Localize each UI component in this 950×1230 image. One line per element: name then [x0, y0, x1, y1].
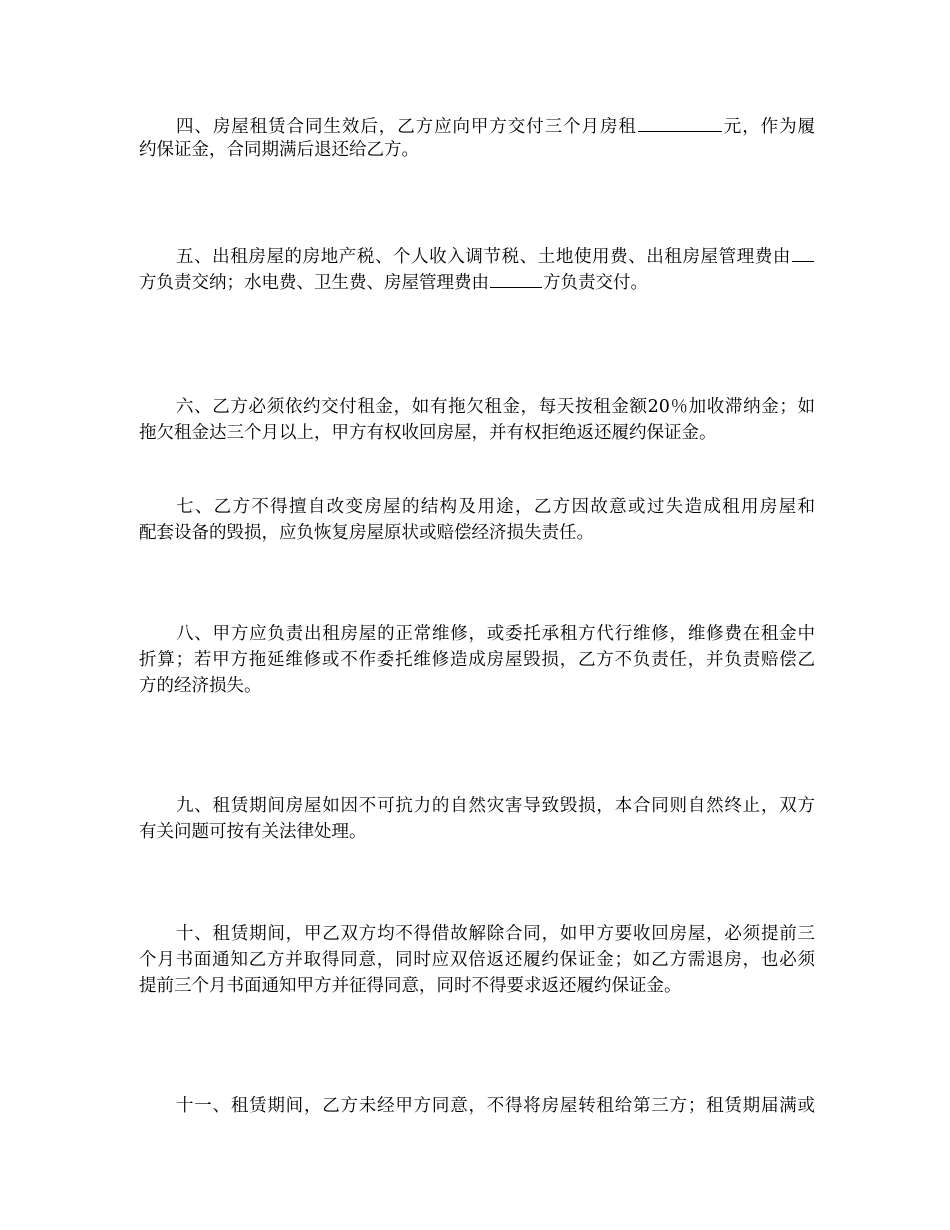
- clause-5: [139, 241, 815, 293]
- clause-4: [139, 111, 815, 163]
- utility-payer-blank: [490, 267, 542, 288]
- clause-line: 八、甲方应负责出租房屋的正常维修，或委托承租方代行维修，维修费在租金中: [176, 624, 815, 644]
- clause-line: [139, 111, 815, 137]
- clause-text: 方负责交付。: [543, 273, 648, 293]
- clause-line: 有关问题可按有关法律处理。: [139, 822, 367, 842]
- clause-9: [139, 793, 815, 845]
- clause-line: 提前三个月书面通知甲方并征得同意，同时不得要求返还履约保证金。: [139, 976, 682, 996]
- clause-10: [139, 921, 815, 999]
- clause-6: [139, 394, 815, 446]
- clause-line: 拖欠租金达三个月以上，甲方有权收回房屋，并有权拒绝返还履约保证金。: [139, 423, 717, 443]
- clause-line: [139, 241, 815, 267]
- clause-line: 六、乙方必须依约交付租金，如有拖欠租金，每天按租金额20％加收滞纳金；如: [176, 397, 815, 417]
- clause-line: 配套设备的毁损，应负恢复房屋原状或赔偿经济损失责任。: [139, 523, 594, 543]
- clause-line: 九、租赁期间房屋如因不可抗力的自然灾害导致毁损，本合同则自然终止，双方: [176, 796, 815, 816]
- clause-7: [139, 494, 815, 546]
- clause-text: 五、出租房屋的房地产税、个人收入调节税、土地使用费、出租房屋管理费由: [176, 247, 791, 267]
- rent-amount-blank: [638, 111, 722, 132]
- clause-line: [139, 267, 815, 293]
- clause-line: 十一、租赁期间，乙方未经甲方同意，不得将房屋转租给第三方；租赁期届满或: [176, 1096, 815, 1116]
- clause-line: 约保证金，合同期满后退还给乙方。: [139, 140, 419, 160]
- clause-text: 方负责交纳；水电费、卫生费、房屋管理费由: [139, 273, 489, 293]
- clause-8: [139, 621, 815, 699]
- clause-line: 十、租赁期间，甲乙双方均不得借故解除合同，如甲方要收回房屋，必须提前三: [176, 924, 815, 944]
- clause-11: [139, 1093, 815, 1119]
- clause-text: 元，作为履: [722, 117, 815, 137]
- clause-text: 四、房屋租赁合同生效后，乙方应向甲方交付三个月房租: [176, 117, 637, 137]
- clause-line: 个月书面通知乙方并取得同意，同时应双倍返还履约保证金；如乙方需退房，也必须: [139, 950, 815, 970]
- clause-line: 折算；若甲方拖延维修或不作委托维修造成房屋毁损，乙方不负责任，并负责赔偿乙: [139, 650, 815, 670]
- clause-line: 七、乙方不得擅自改变房屋的结构及用途，乙方因故意或过失造成租用房屋和: [176, 497, 815, 517]
- clause-line: 方的经济损失。: [139, 676, 262, 696]
- tax-payer-blank: [792, 241, 814, 262]
